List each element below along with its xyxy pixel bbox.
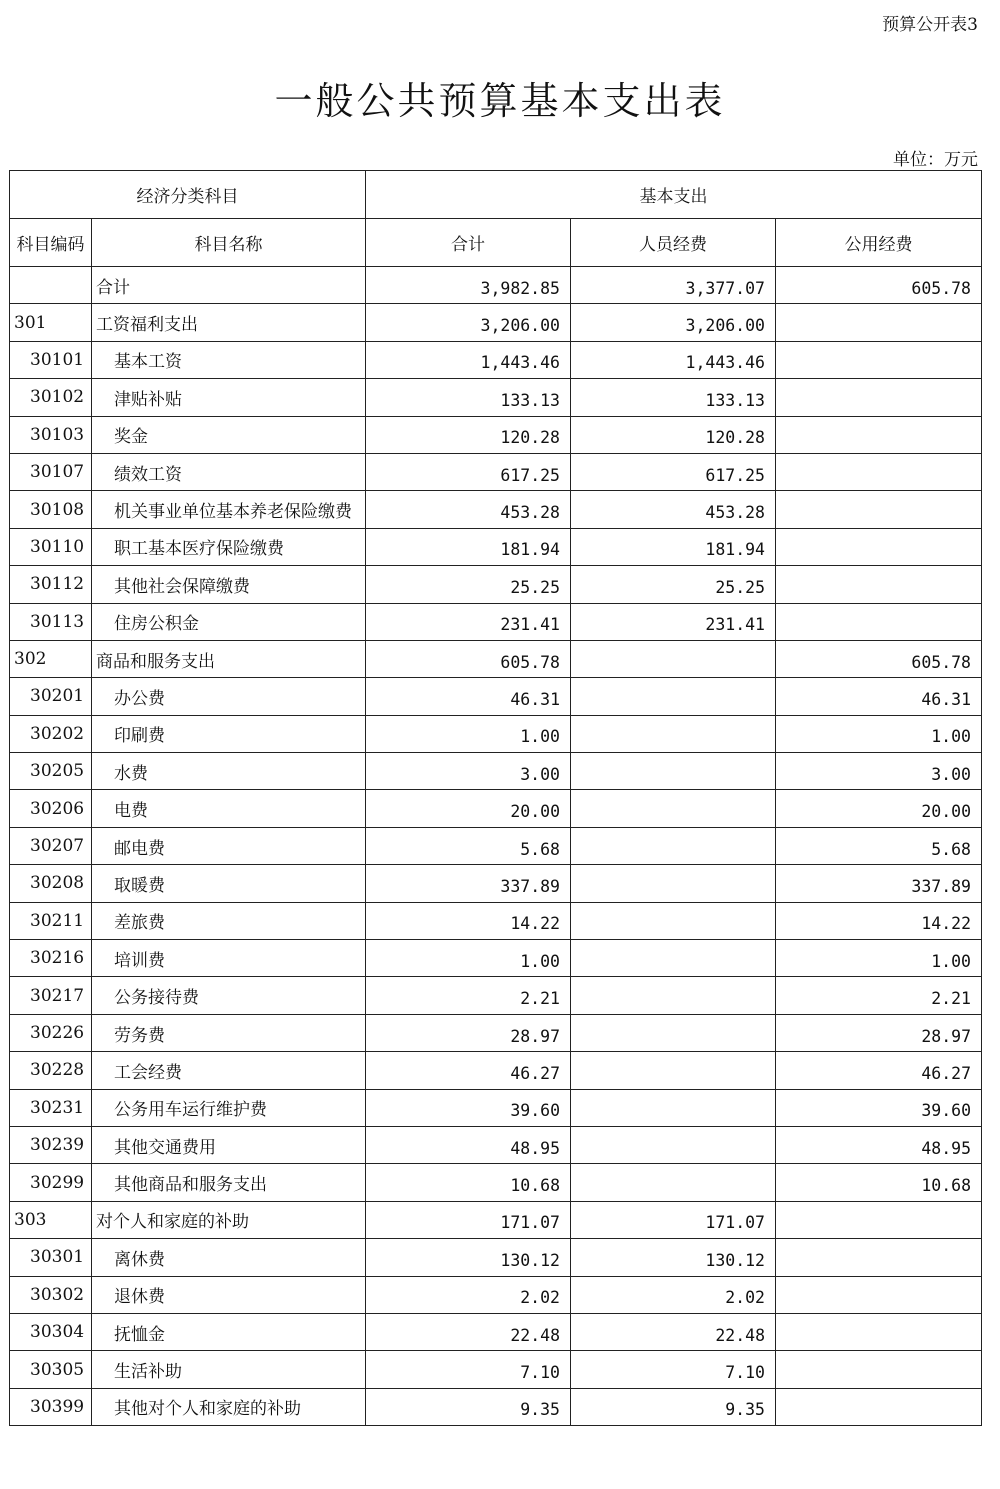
row-code: 30205 bbox=[10, 753, 92, 790]
row-name: 差旅费 bbox=[92, 902, 366, 939]
row-code: 30302 bbox=[10, 1276, 92, 1313]
row-name: 其他商品和服务支出 bbox=[92, 1164, 366, 1201]
table-row bbox=[10, 416, 982, 453]
table-row bbox=[10, 753, 982, 790]
header-personnel: 人员经费 bbox=[571, 219, 776, 267]
table-row bbox=[10, 865, 982, 902]
row-code: 30239 bbox=[10, 1126, 92, 1163]
row-name: 水费 bbox=[92, 753, 366, 790]
row-public bbox=[776, 1276, 982, 1313]
row-code: 30207 bbox=[10, 827, 92, 864]
table-row bbox=[10, 1388, 982, 1425]
row-total: 10.68 bbox=[366, 1164, 571, 1201]
header-total: 合计 bbox=[366, 219, 571, 267]
row-personnel bbox=[571, 902, 776, 939]
row-personnel: 617.25 bbox=[571, 453, 776, 490]
row-name: 取暖费 bbox=[92, 865, 366, 902]
table-row bbox=[10, 566, 982, 603]
row-personnel bbox=[571, 1052, 776, 1089]
row-personnel bbox=[571, 1089, 776, 1126]
row-personnel bbox=[571, 715, 776, 752]
table-row bbox=[10, 1089, 982, 1126]
row-total: 39.60 bbox=[366, 1089, 571, 1126]
row-name: 劳务费 bbox=[92, 1014, 366, 1051]
row-personnel: 7.10 bbox=[571, 1351, 776, 1388]
table-row bbox=[10, 678, 982, 715]
row-total: 133.13 bbox=[366, 379, 571, 416]
row-total: 181.94 bbox=[366, 528, 571, 565]
row-name: 生活补助 bbox=[92, 1351, 366, 1388]
row-name: 基本工资 bbox=[92, 341, 366, 378]
row-public: 605.78 bbox=[776, 640, 982, 677]
row-total: 231.41 bbox=[366, 603, 571, 640]
row-name: 合计 bbox=[92, 267, 366, 304]
row-name: 工资福利支出 bbox=[92, 304, 366, 341]
header-row-2 bbox=[10, 219, 982, 267]
table-header bbox=[10, 171, 982, 267]
row-code: 30201 bbox=[10, 678, 92, 715]
row-name: 培训费 bbox=[92, 940, 366, 977]
table-row bbox=[10, 790, 982, 827]
row-total: 617.25 bbox=[366, 453, 571, 490]
row-public bbox=[776, 416, 982, 453]
row-name: 其他交通费用 bbox=[92, 1126, 366, 1163]
row-personnel: 231.41 bbox=[571, 603, 776, 640]
row-public: 20.00 bbox=[776, 790, 982, 827]
row-total: 5.68 bbox=[366, 827, 571, 864]
row-code: 30305 bbox=[10, 1351, 92, 1388]
row-public: 46.27 bbox=[776, 1052, 982, 1089]
row-personnel: 3,206.00 bbox=[571, 304, 776, 341]
row-code: 30107 bbox=[10, 453, 92, 490]
row-total: 453.28 bbox=[366, 491, 571, 528]
row-total: 3,206.00 bbox=[366, 304, 571, 341]
row-public: 48.95 bbox=[776, 1126, 982, 1163]
table-row bbox=[10, 1164, 982, 1201]
row-public bbox=[776, 566, 982, 603]
row-name: 职工基本医疗保险缴费 bbox=[92, 528, 366, 565]
row-name: 离休费 bbox=[92, 1239, 366, 1276]
row-name: 住房公积金 bbox=[92, 603, 366, 640]
row-public: 14.22 bbox=[776, 902, 982, 939]
row-name: 工会经费 bbox=[92, 1052, 366, 1089]
row-total: 337.89 bbox=[366, 865, 571, 902]
row-public bbox=[776, 1351, 982, 1388]
row-personnel: 22.48 bbox=[571, 1313, 776, 1350]
row-personnel: 130.12 bbox=[571, 1239, 776, 1276]
expenditure-table bbox=[9, 170, 982, 1426]
form-number: 预算公开表3 bbox=[882, 15, 978, 35]
row-code: 301 bbox=[10, 304, 92, 341]
row-code: 30228 bbox=[10, 1052, 92, 1089]
row-personnel bbox=[571, 790, 776, 827]
row-personnel bbox=[571, 827, 776, 864]
row-total: 605.78 bbox=[366, 640, 571, 677]
row-code: 30217 bbox=[10, 977, 92, 1014]
row-total: 25.25 bbox=[366, 566, 571, 603]
row-name: 机关事业单位基本养老保险缴费 bbox=[92, 491, 366, 528]
row-public bbox=[776, 341, 982, 378]
page-title: 一般公共预算基本支出表 bbox=[274, 79, 726, 123]
table-row bbox=[10, 1351, 982, 1388]
row-personnel: 120.28 bbox=[571, 416, 776, 453]
header-basic-expenditure: 基本支出 bbox=[366, 171, 982, 219]
table-row bbox=[10, 827, 982, 864]
row-total: 46.27 bbox=[366, 1052, 571, 1089]
table-row bbox=[10, 341, 982, 378]
row-personnel: 453.28 bbox=[571, 491, 776, 528]
table-row bbox=[10, 528, 982, 565]
row-public bbox=[776, 1201, 982, 1238]
row-public: 605.78 bbox=[776, 267, 982, 304]
row-code: 30211 bbox=[10, 902, 92, 939]
header-name: 科目名称 bbox=[92, 219, 366, 267]
row-public: 10.68 bbox=[776, 1164, 982, 1201]
table-row bbox=[10, 715, 982, 752]
row-public bbox=[776, 304, 982, 341]
row-total: 22.48 bbox=[366, 1313, 571, 1350]
row-total: 48.95 bbox=[366, 1126, 571, 1163]
row-name: 对个人和家庭的补助 bbox=[92, 1201, 366, 1238]
row-name: 商品和服务支出 bbox=[92, 640, 366, 677]
row-code: 30206 bbox=[10, 790, 92, 827]
row-name: 其他对个人和家庭的补助 bbox=[92, 1388, 366, 1425]
unit-label: 单位：万元 bbox=[893, 150, 978, 170]
row-personnel bbox=[571, 1014, 776, 1051]
row-code: 303 bbox=[10, 1201, 92, 1238]
row-name: 其他社会保障缴费 bbox=[92, 566, 366, 603]
table-row bbox=[10, 1201, 982, 1238]
row-personnel bbox=[571, 940, 776, 977]
header-economic-class: 经济分类科目 bbox=[10, 171, 366, 219]
header-row-1 bbox=[10, 171, 982, 219]
row-public: 2.21 bbox=[776, 977, 982, 1014]
row-personnel: 133.13 bbox=[571, 379, 776, 416]
row-public: 5.68 bbox=[776, 827, 982, 864]
header-public: 公用经费 bbox=[776, 219, 982, 267]
row-personnel bbox=[571, 678, 776, 715]
row-name: 奖金 bbox=[92, 416, 366, 453]
row-total: 20.00 bbox=[366, 790, 571, 827]
row-personnel bbox=[571, 865, 776, 902]
row-code: 30112 bbox=[10, 566, 92, 603]
row-name: 抚恤金 bbox=[92, 1313, 366, 1350]
row-public bbox=[776, 1388, 982, 1425]
row-total: 1,443.46 bbox=[366, 341, 571, 378]
row-code: 30304 bbox=[10, 1313, 92, 1350]
row-personnel bbox=[571, 977, 776, 1014]
row-personnel: 25.25 bbox=[571, 566, 776, 603]
row-code: 30113 bbox=[10, 603, 92, 640]
row-public bbox=[776, 453, 982, 490]
row-personnel: 1,443.46 bbox=[571, 341, 776, 378]
row-total: 1.00 bbox=[366, 715, 571, 752]
row-total: 120.28 bbox=[366, 416, 571, 453]
table-row bbox=[10, 1052, 982, 1089]
row-personnel bbox=[571, 1126, 776, 1163]
row-code: 30226 bbox=[10, 1014, 92, 1051]
row-total: 2.21 bbox=[366, 977, 571, 1014]
row-code: 30216 bbox=[10, 940, 92, 977]
table-row bbox=[10, 453, 982, 490]
row-public bbox=[776, 603, 982, 640]
row-public: 46.31 bbox=[776, 678, 982, 715]
row-public: 28.97 bbox=[776, 1014, 982, 1051]
row-code: 30110 bbox=[10, 528, 92, 565]
row-code: 30301 bbox=[10, 1239, 92, 1276]
row-public: 3.00 bbox=[776, 753, 982, 790]
table-row bbox=[10, 304, 982, 341]
table-row bbox=[10, 902, 982, 939]
row-personnel: 3,377.07 bbox=[571, 267, 776, 304]
table-row bbox=[10, 977, 982, 1014]
row-code: 30208 bbox=[10, 865, 92, 902]
row-code bbox=[10, 267, 92, 304]
row-total: 46.31 bbox=[366, 678, 571, 715]
row-personnel bbox=[571, 640, 776, 677]
row-code: 30101 bbox=[10, 341, 92, 378]
row-code: 30202 bbox=[10, 715, 92, 752]
row-public: 39.60 bbox=[776, 1089, 982, 1126]
row-name: 津贴补贴 bbox=[92, 379, 366, 416]
row-public: 1.00 bbox=[776, 940, 982, 977]
table-row bbox=[10, 1239, 982, 1276]
table-row bbox=[10, 940, 982, 977]
row-public bbox=[776, 1239, 982, 1276]
row-total: 2.02 bbox=[366, 1276, 571, 1313]
table-row bbox=[10, 267, 982, 304]
row-total: 171.07 bbox=[366, 1201, 571, 1238]
header-code: 科目编码 bbox=[10, 219, 92, 267]
row-personnel: 181.94 bbox=[571, 528, 776, 565]
row-code: 30108 bbox=[10, 491, 92, 528]
table-row bbox=[10, 1014, 982, 1051]
table-row bbox=[10, 1126, 982, 1163]
row-public: 1.00 bbox=[776, 715, 982, 752]
row-name: 退休费 bbox=[92, 1276, 366, 1313]
row-personnel bbox=[571, 753, 776, 790]
row-personnel: 2.02 bbox=[571, 1276, 776, 1313]
row-personnel: 9.35 bbox=[571, 1388, 776, 1425]
row-code: 30103 bbox=[10, 416, 92, 453]
row-total: 1.00 bbox=[366, 940, 571, 977]
row-total: 3.00 bbox=[366, 753, 571, 790]
row-code: 30399 bbox=[10, 1388, 92, 1425]
row-public bbox=[776, 491, 982, 528]
row-total: 130.12 bbox=[366, 1239, 571, 1276]
row-code: 30231 bbox=[10, 1089, 92, 1126]
row-code: 30299 bbox=[10, 1164, 92, 1201]
row-name: 印刷费 bbox=[92, 715, 366, 752]
row-total: 9.35 bbox=[366, 1388, 571, 1425]
row-personnel bbox=[571, 1164, 776, 1201]
row-name: 公务接待费 bbox=[92, 977, 366, 1014]
row-name: 绩效工资 bbox=[92, 453, 366, 490]
row-total: 14.22 bbox=[366, 902, 571, 939]
row-public bbox=[776, 1313, 982, 1350]
row-name: 办公费 bbox=[92, 678, 366, 715]
row-public bbox=[776, 379, 982, 416]
row-personnel: 171.07 bbox=[571, 1201, 776, 1238]
table-row bbox=[10, 491, 982, 528]
row-public bbox=[776, 528, 982, 565]
table-row bbox=[10, 379, 982, 416]
row-total: 7.10 bbox=[366, 1351, 571, 1388]
row-public: 337.89 bbox=[776, 865, 982, 902]
row-name: 邮电费 bbox=[92, 827, 366, 864]
table-body bbox=[10, 267, 982, 1426]
row-name: 电费 bbox=[92, 790, 366, 827]
row-total: 28.97 bbox=[366, 1014, 571, 1051]
row-code: 302 bbox=[10, 640, 92, 677]
table-row bbox=[10, 640, 982, 677]
row-name: 公务用车运行维护费 bbox=[92, 1089, 366, 1126]
row-total: 3,982.85 bbox=[366, 267, 571, 304]
table-row bbox=[10, 603, 982, 640]
row-code: 30102 bbox=[10, 379, 92, 416]
table-row bbox=[10, 1276, 982, 1313]
table-row bbox=[10, 1313, 982, 1350]
